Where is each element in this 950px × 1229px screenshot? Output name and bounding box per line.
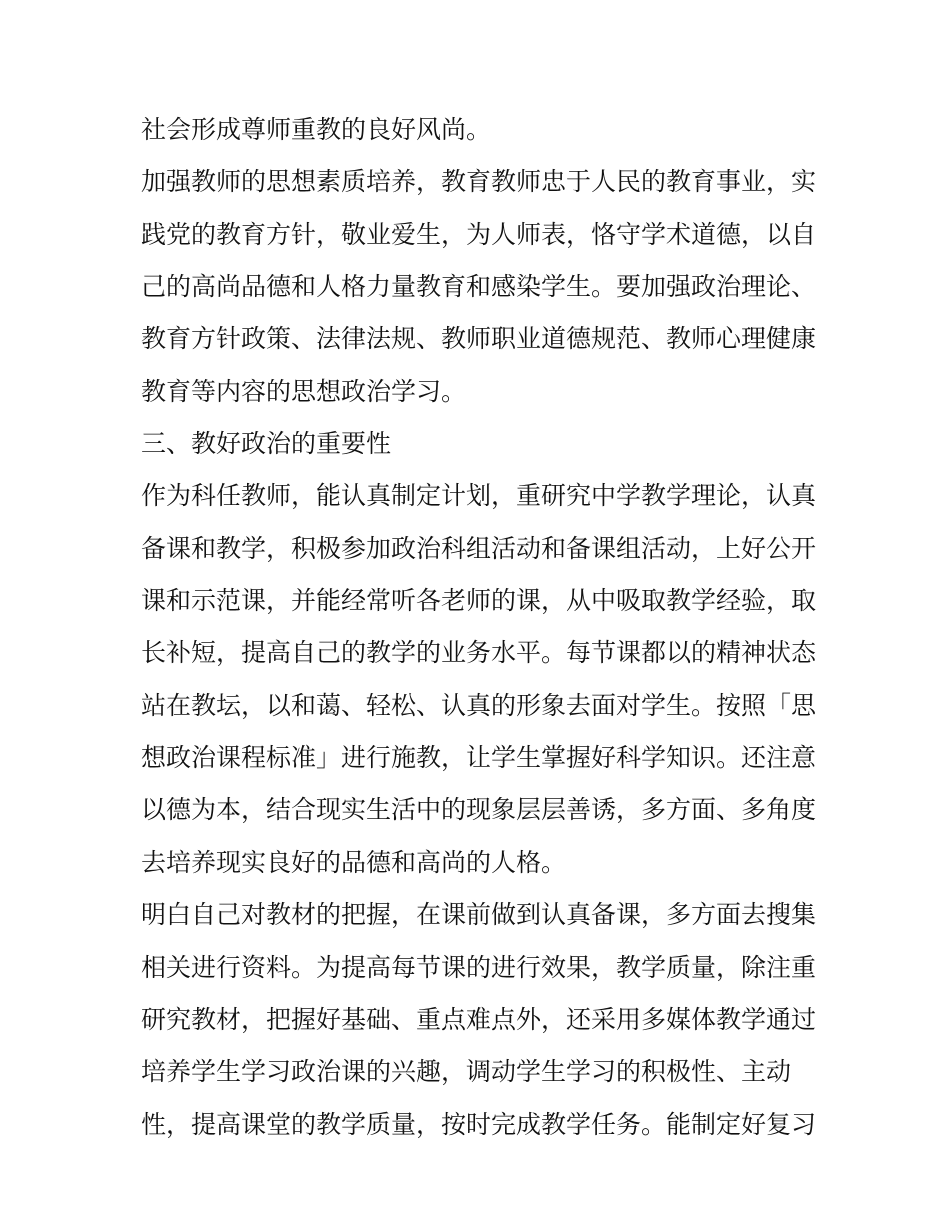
text-line: 课和示范课，并能经常听各老师的课，从中吸取教学经验，取 — [141, 586, 817, 616]
text-line: 研究教材，把握好基础、重点难点外，还采用多媒体教学通过 — [141, 1004, 817, 1034]
text-line: 去培养现实良好的品德和高尚的人格。 — [141, 847, 567, 877]
document-body — [141, 104, 821, 1151]
text-line: 践党的教育方针，敬业爱生，为人师表，恪守学术道德，以自 — [141, 219, 817, 249]
text-line: 己的高尚品德和人格力量教育和感染学生。要加强政治理论、 — [141, 272, 817, 302]
text-line: 作为科任教师，能认真制定计划，重研究中学教学理论，认真 — [141, 481, 817, 511]
text-line: 教育等内容的思想政治学习。 — [141, 376, 467, 406]
text-line: 明白自己对教材的把握，在课前做到认真备课，多方面去搜集 — [141, 900, 817, 930]
text-line: 社会形成尊师重教的良好风尚。 — [141, 115, 492, 144]
text-line: 三、教好政治的重要性 — [141, 429, 392, 459]
text-line: 培养学生学习政治课的兴趣，调动学生学习的积极性、主动 — [141, 1057, 792, 1087]
text-line: 教育方针政策、法律法规、教师职业道德规范、教师心理健康 — [141, 324, 817, 354]
text-line: 相关进行资料。为提高每节课的进行效果，教学质量，除注重 — [141, 952, 817, 982]
text-line: 备课和教学，积极参加政治科组活动和备课组活动，上好公开 — [141, 533, 817, 563]
text-line: 想政治课程标准」进行施教，让学生掌握好科学知识。还注意 — [141, 743, 817, 773]
text-line: 加强教师的思想素质培养，教育教师忠于人民的教育事业，实 — [141, 167, 817, 197]
text-line: 以德为本，结合现实生活中的现象层层善诱，多方面、多角度 — [141, 795, 817, 825]
text-line: 性，提高课堂的教学质量，按时完成教学任务。能制定好复习 — [141, 1109, 817, 1139]
text-line: 站在教坛，以和蔼、轻松、认真的形象去面对学生。按照「思 — [141, 690, 817, 720]
text-line: 长补短，提高自己的教学的业务水平。每节课都以的精神状态 — [141, 638, 817, 668]
